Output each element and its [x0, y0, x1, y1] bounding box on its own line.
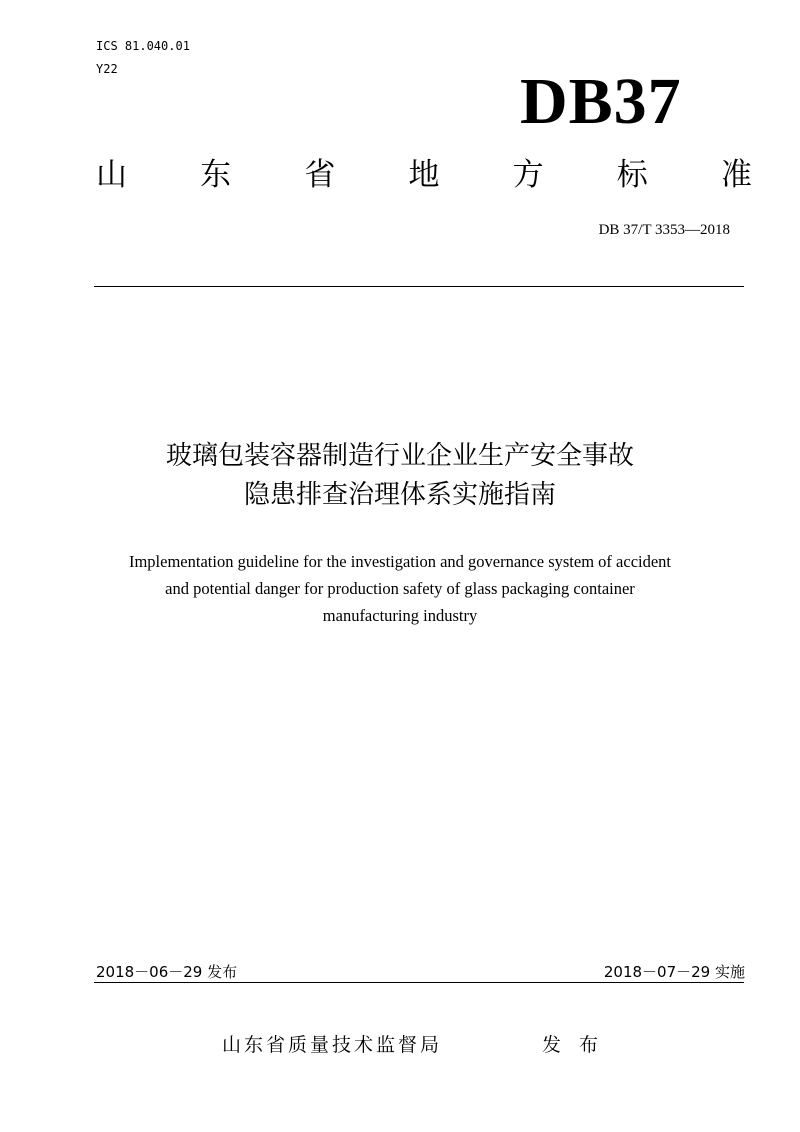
issuing-authority: 山东省质量技术监督局 — [222, 1034, 443, 1056]
chinese-title — [60, 437, 740, 515]
ics-code: ICS 81.040.01 — [96, 39, 190, 53]
chinese-title-line: 玻璃包装容器制造行业企业生产安全事故 — [165, 441, 634, 471]
classification-code: Y22 — [96, 62, 118, 76]
standard-type-char: 准 — [720, 157, 752, 193]
issue-label: 发 布 — [542, 1034, 605, 1056]
standard-type-char: 山 — [96, 157, 127, 193]
chinese-title-line: 隐患排查治理体系实施指南 — [243, 480, 556, 510]
standard-type-heading — [96, 155, 752, 195]
implement-date: 2018－07－29 实施 — [603, 963, 745, 981]
top-divider — [94, 286, 744, 287]
standard-type-char: 方 — [512, 157, 544, 193]
standard-type-char: 地 — [408, 157, 440, 193]
english-title — [70, 548, 730, 629]
english-title-line: Implementation guideline for the investigation and governance system of accident — [128, 552, 672, 571]
bottom-divider — [94, 982, 744, 983]
db37-logo: DB37 — [520, 65, 682, 138]
english-title-line: and potential danger for production safety of glass packaging container — [165, 579, 635, 598]
publish-date: 2018－06－29 发布 — [96, 963, 238, 981]
english-title-line: manufacturing industry — [322, 606, 478, 625]
standard-type-char: 省 — [304, 157, 336, 193]
standard-type-char: 标 — [616, 157, 648, 193]
standard-code: DB 37/T 3353—2018 — [598, 222, 730, 238]
standard-type-char: 东 — [200, 157, 232, 193]
